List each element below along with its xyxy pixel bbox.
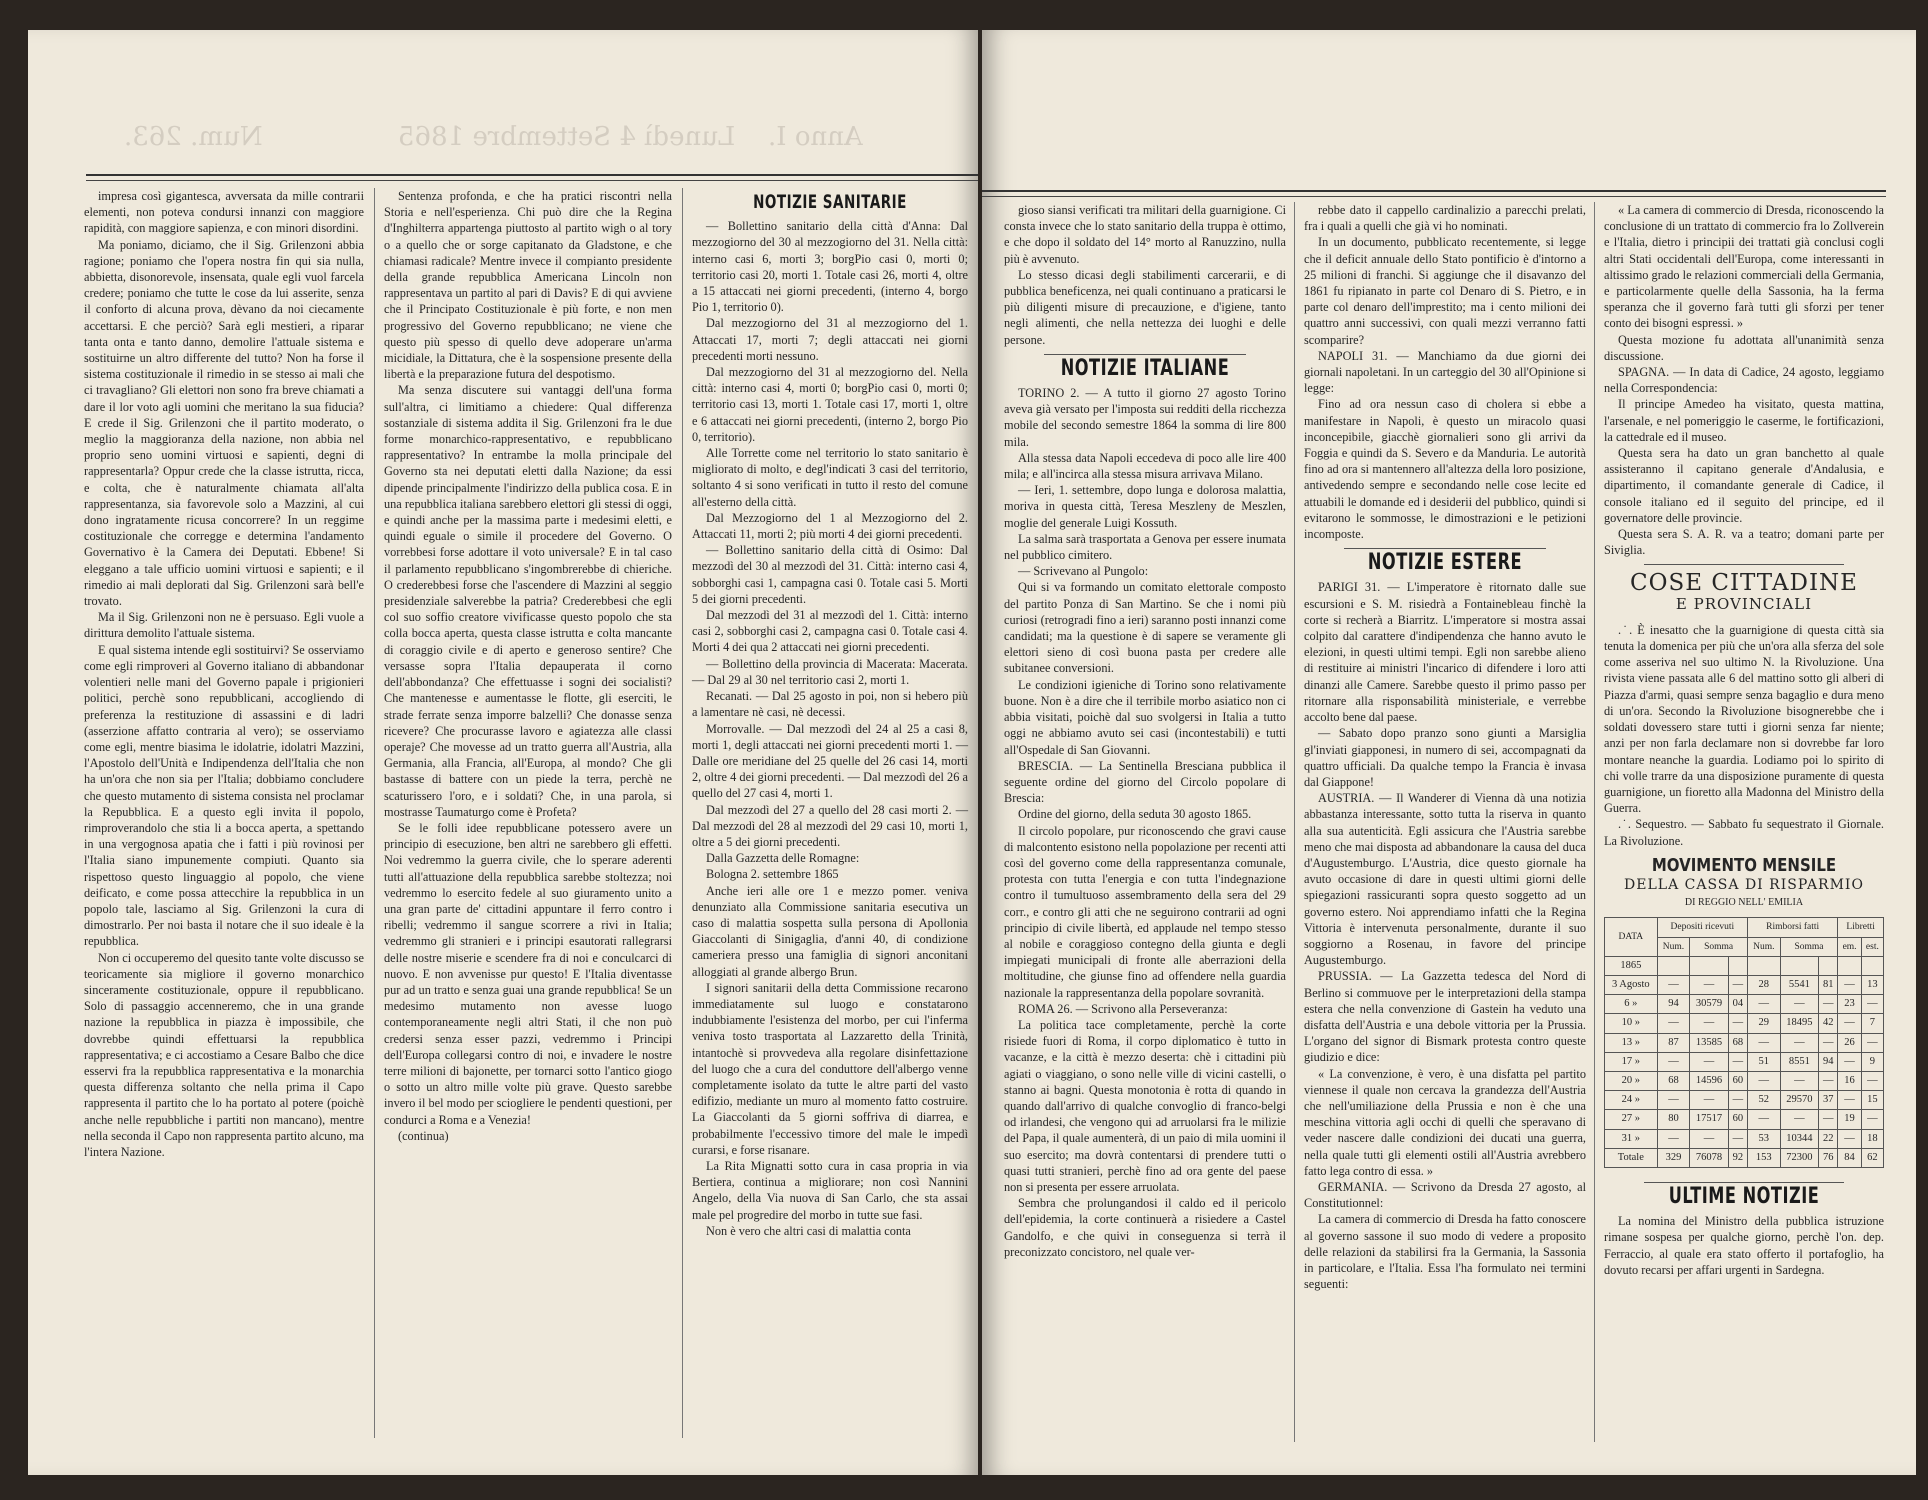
paragraph: Morrovalle. — Dal mezzodì del 24 al 25 a casi 8, morti 1, degli attaccati nei giorni precedenti morti 1. — Dalle ore meridiane del 25 quelle del 26 casi 14, morti 2, oltre 4 dei giorni precedenti. — Dal mezzodì del 26 a quello del 27 casi 4, morti 1. <box>692 721 968 801</box>
table-cell: 51 <box>1748 1052 1781 1071</box>
paragraph: Questa sera S. A. R. va a teatro; domani parte per Siviglia. <box>1604 527 1884 558</box>
paragraph: SPAGNA. — In data di Cadice, 24 agosto, leggiamo nella Correspondencia: <box>1604 365 1884 396</box>
paragraph: BRESCIA. — La Sentinella Bresciana pubblica il seguente ordine del giorno del Circolo popolare di Brescia: <box>1004 758 1286 806</box>
table-cell: — <box>1690 1052 1729 1071</box>
left-column-2 <box>384 188 672 1144</box>
table-cell: 24 » <box>1605 1091 1658 1110</box>
section-title-movimento: MOVIMENTO MENSILE <box>1651 853 1837 876</box>
table-cell: — <box>1728 1014 1747 1033</box>
paragraph: Non è vero che altri casi di malattia conta <box>706 1223 911 1238</box>
table-cell: 17 » <box>1605 1052 1658 1071</box>
table-cell: — <box>1728 1129 1747 1148</box>
left-column-3 <box>692 188 968 1239</box>
paragraph: Dal mezzogiorno del 31 al mezzogiorno del 1. Attaccati 17, morti 7; degli attaccati nei giorni precedenti morti nessuno. <box>692 316 968 363</box>
table-cell: 62 <box>1861 1148 1883 1167</box>
ghost-issue-number: Num. 263. <box>124 122 263 152</box>
paragraph: Ma senza discutere sui vantaggi dell'una forma sull'altra, ci limitiamo a chiedere: Qual differenza sostanziale di sistema addita il Sig. Grilenzoni fra le due forme monarchico-rappresentativo, e repubblicano rappresentativo? In entrambe la molla principale del Governo sta nei deputati eletti dalla Nazione; da essi dipende principalmente l'indirizzo della publica cosa. E in una repubblica italiana sarebbero elettori gli stessi di oggi, e quindi anche per la massima parte i medesimi eletti, e quindi eguale o simile il procedere del Governo. O vorrebbesi forse adottare il voto universale? E in tal caso il parlamento repubblicano s'ingombrerebbe di chieriche. O crederebbesi forse che l'ascendere di Mazzini al seggio presidenziale salverebbe la patria? Crederebbesi che egli col suo soffio creatore vivificasse questo popolo che sta colla bocca aperta, questa classe istrutta e colta mancante di coraggio civile e di aperto e generoso sentire? Che versasse sopra l'Italia depauperata il corno dell'abbondanza? Che effettuasse i sogni dei socialisti? Che mantenesse e aumentasse le flotte, gli eserciti, le strade ferrate senza imporre balzelli? Che donasse senza ricevere? Che procurasse lavoro e agiatezza alle classi operaje? Che movesse ad un tratto guerra all'Austria, alla Germania, alla Francia, all'Europa, al mondo? Che gli bastasse di battere con un piede la terra, perchè ne scaturissero l'oro, e i soldati? Che, in una parola, si mostrasse Taumaturgo come è Profeta? <box>384 383 672 819</box>
section-title-cose-cittadine: COSE CITTADINE <box>1630 570 1858 597</box>
table-cell: — <box>1728 1091 1747 1110</box>
table-cell: 94 <box>1819 1052 1838 1071</box>
table-row <box>1605 1091 1884 1110</box>
paragraph: Se le folli idee repubblicane potessero avere un principio di esecuzione, ben altri ne sarebbero gli effetti. Noi vedremmo la guerra civile, che lo sperare aderenti tutti all'attuazione della repubblica sarebbe stoltezza; noi vedremmo lo esercito fedele al suo giuramento unito a una gran parte de' cittadini appuntare il ferro contro i ribelli; vedremmo il sangue scorrere a rivi in Italia; vedremmo gli stranieri e i principi esautorati rallegrarsi delle nostre miserie e scendere fra di noi e conculcarci di nuovo. E non avvenisse pur questo! E l'Italia diventasse pur ad un tratto e senza guai una grande repubblica! Se un medesimo mutamento non avesse luogo contemporaneamente negli altri Stati, il che non può credersi senza esser pazzi, vedremmo i Principi dell'Europa collegarsi contro di noi, e invadere le nostre terre milioni di bajonette, per tornarci sotto l'antico giogo o sotto un altro mille volte più grave. Questo sarebbe invero il bel modo per sciogliere le pendenti questioni, per condurci a Roma e a Venezia! <box>384 820 672 1127</box>
table-cell: — <box>1819 1110 1838 1129</box>
paragraph: Dal mezzogiorno del 31 al mezzogiorno del. Nella città: interno casi 4, morti 0; borgPio casi 0, morti 0; territorio casi 13, morti 1. Totale casi 17, morti 1, oltre e 6 attaccati nei giorni precedenti, (interno 2, borgo Pio 0, territorio). <box>692 365 968 444</box>
paragraph: rebbe dato il cappello cardinalizio a parecchi prelati, fra i quali a quelli che già vi ho nominati. <box>1304 203 1586 234</box>
paragraph: — Scrivevano al Pungolo: <box>1018 564 1149 579</box>
table-cell: — <box>1748 1071 1781 1090</box>
paragraph: Il principe Amedeo ha visitato, questa mattina, l'arsenale, e nel pomeriggio le caserme, le fortificazioni, la cattedrale ed il museo. <box>1604 397 1884 444</box>
table-cell: 10 » <box>1605 1014 1658 1033</box>
table-year: 1865 <box>1605 956 1658 975</box>
table-cell: 72300 <box>1780 1148 1819 1167</box>
table-cell: 30579 <box>1690 995 1729 1014</box>
table-subheader-num: Num. <box>1657 937 1690 956</box>
paragraph: Questa sera ha dato un gran banchetto al quale assisteranno il capitano generale d'Andalusia, e dipartimento, il comandante generale di Cadice, il console italiano ed il seguito del principe, ed il governatore delle provincie. <box>1604 446 1884 525</box>
paragraph: Ordine del giorno, della seduta 30 agosto 1865. <box>1018 807 1252 822</box>
table-cell: 29 <box>1748 1014 1781 1033</box>
table-cell: 18495 <box>1780 1014 1819 1033</box>
table-cell: — <box>1690 975 1729 994</box>
paragraph: La camera di commercio di Dresda ha fatto conoscere al governo sassone il suo modo di vedere a proposito delle relazioni da stabilirsi fra la Germania, la Sassonia in particolare, e l'Italia. Essa l'ha formulato nei termini seguenti: <box>1304 1212 1586 1292</box>
paragraph: impresa così gigantesca, avversata da mille contrarii elementi, non poteva condursi innanzi con maggiore rapidità, con maggiore sapienza, e con minori disordini. <box>84 189 364 236</box>
paragraph: Le condizioni igieniche di Torino sono relativamente buone. Non è a dire che il terribile morbo asiatico non ci abbia visitati, poichè dal suo svolgersi in Italia a tutto oggi ne abbiamo avuto sei casi (incontestabili) e tutti all'Ospedale di San Giovanni. <box>1004 677 1286 757</box>
left-column-1 <box>84 188 364 1160</box>
table-cell: 42 <box>1819 1014 1838 1033</box>
table-row <box>1605 995 1884 1014</box>
newspaper-spread <box>28 30 1916 1475</box>
table-cell: — <box>1780 1110 1819 1129</box>
header-rule-thin <box>86 180 978 181</box>
paragraph: Recanati. — Dal 25 agosto in poi, non si hebero più a lamentare nè casi, nè decessi. <box>692 689 968 720</box>
table-cell: — <box>1780 995 1819 1014</box>
table-cell: 04 <box>1728 995 1747 1014</box>
right-column-3 <box>1604 202 1884 1278</box>
table-cell: 17517 <box>1690 1110 1729 1129</box>
paragraph: .˙. Sequestro. — Sabbato fu sequestrato il Giornale. La Rivoluzione. <box>1604 817 1884 848</box>
paragraph: Ma il Sig. Grilenzoni non ne è persuaso. Egli vuole a dirittura demolito l'attuale sistema. <box>84 610 364 641</box>
table-subheader-num: Num. <box>1748 937 1781 956</box>
table-cell: — <box>1780 1033 1819 1052</box>
table-cell: — <box>1657 1091 1690 1110</box>
table-row <box>1605 1014 1884 1033</box>
table-cell: 15 <box>1861 1091 1883 1110</box>
table-cell: — <box>1838 1091 1861 1110</box>
table-cell: 8551 <box>1780 1052 1819 1071</box>
table-row <box>1605 1071 1884 1090</box>
table-cell: — <box>1861 1033 1883 1052</box>
table-cell: 7 <box>1861 1014 1883 1033</box>
savings-bank-table <box>1604 917 1884 1168</box>
section-title-estere: NOTIZIE ESTERE <box>1367 549 1523 576</box>
table-cell: 76 <box>1819 1148 1838 1167</box>
paragraph: Dalla Gazzetta delle Romagne: <box>706 851 860 866</box>
table-cell: 94 <box>1657 995 1690 1014</box>
table-cell: — <box>1748 1033 1781 1052</box>
paragraph: PRUSSIA. — La Gazzetta tedesca del Nord di Berlino si commuove per le interpretazioni della stampa estera che nella convenzione di Gastein ha veduto una disfatta dell'Austria e una debole vittoria per la Prussia. L'organo del signor di Bismark protesta contro queste giudizio e dice: <box>1304 969 1586 1065</box>
table-subheader-sum: Somma <box>1690 937 1748 956</box>
table-cell: 26 <box>1838 1033 1861 1052</box>
table-cell: — <box>1690 1091 1729 1110</box>
ghost-date: Lunedì 4 Settembre 1865 <box>398 122 736 152</box>
table-total-row <box>1605 1148 1884 1167</box>
table-cell: 87 <box>1657 1033 1690 1052</box>
table-cell: 76078 <box>1690 1148 1729 1167</box>
table-cell: 3 Agosto <box>1605 975 1658 994</box>
paragraph: Lo stesso dicasi degli stabilimenti carcerarii, e di pubblica beneficenza, nei quali continuano a praticarsi le più diligenti misure di precauzione, e d'igiene, tanto negli alimenti, che nella nettezza dei luoghi e delle persone. <box>1004 267 1286 347</box>
table-row <box>1605 1129 1884 1148</box>
paragraph: La Rita Mignatti sotto cura in casa propria in via Bertiera, continua a migliorare; non così Nannini Angelo, della Via nuova di San Carlo, che sta assai male pel progredire del morbo in tutte sue fasi. <box>692 1158 968 1222</box>
paragraph: E qual sistema intende egli sostituirvi? Se osserviamo come egli rimproveri al Governo italiano di abbandonar volentieri nelle mani del Governo papale i prigionieri politici, perchè sono repubblicani, accogliendo di preferenza la restituzione di assassini e di ladri (asserzione affatto contraria al vero); se osserviamo come egli, mentre biasima le idolatrie, idolatri Mazzini, l'Apostolo dell'Unità e Indipendenza dell'Italia che non ha un'ora che non sia per l'Italia; dobbiamo concludere che questo mutamento di sistema consista nel proclamar la Repubblica. E a questo egli invita il popolo, rimproverandolo che stia li a bocca aperta, a spettando in una vergognosa apatia che i fatti i più rovinosi per l'Italia siano impunemente compiuti. Quanto sia rispettoso questo linguaggio al popolo, che viene deificato, e come possa attecchire la repubblica in un popolo tale, lasciamo al Sig. Grilenzoni la cura di dimostrarlo. Per noi basta il notare che il suo ideale è la repubblica. <box>84 642 364 949</box>
paragraph: — Ieri, 1. settembre, dopo lunga e dolorosa malattia, moriva in questa città, Teresa Meszleny de Meszlen, moglie del generale Luigi Kossuth. <box>1004 483 1286 530</box>
paragraph: GERMANIA. — Scrivono da Dresda 27 agosto, al Constitutionnel: <box>1304 1179 1586 1211</box>
left-page <box>28 30 978 1475</box>
column-divider <box>1294 202 1295 1442</box>
section-title-ultime: ULTIME NOTIZIE <box>1668 1183 1820 1210</box>
paragraph: — Bollettino della provincia di Macerata: Macerata. — Dal 29 al 30 nel territorio casi 2, morti 1. <box>692 656 968 687</box>
table-cell: 27 » <box>1605 1110 1658 1129</box>
table-cell: 84 <box>1838 1148 1861 1167</box>
paragraph: Fino ad ora nessun caso di cholera si ebbe a manifestare in Napoli, è questo un miracolo quasi inconcepibile, giacchè giornalieri sono gli arrivi da Foggia e quindi da S. Severo e da Manduria. Le autorità fino ad ora si mantennero all'altezza della loro posizione, antivedendo sempre e secondando nelle cose lecite ed attuabili le domande ed i desiderii del pubblico, quindi si evitarono le sommosse, le dimostrazioni e le petizioni incomposte. <box>1304 397 1586 542</box>
table-header-date: DATA <box>1605 918 1658 956</box>
table-cell: 60 <box>1728 1110 1747 1129</box>
table-cell: 20 » <box>1605 1071 1658 1090</box>
table-cell: — <box>1657 975 1690 994</box>
table-cell: — <box>1657 1052 1690 1071</box>
table-cell: 19 <box>1838 1110 1861 1129</box>
column-divider <box>374 188 375 1438</box>
table-cell: 68 <box>1728 1033 1747 1052</box>
section-subtitle-cassa: DELLA CASSA DI RISPARMIO <box>1624 876 1864 893</box>
table-cell: 37 <box>1819 1091 1838 1110</box>
column-divider <box>1594 202 1595 1442</box>
paragraph: Qui si va formando un comitato elettorale composto del partito Ponza di San Martino. Se che i nomi più curiosi (retrogradi fino a ieri) saranno posti innanzi come candidati; ma la questione è di sapere se veramente gli elettori sieno di così buona pasta per credere alle subitanee conversioni. <box>1004 580 1286 676</box>
table-row <box>1605 975 1884 994</box>
paragraph: I signori sanitarii della detta Commissione recarono immediatamente sul luogo e constatarono indubbiamente l'esistenza del morbo, per cui l'inferma veniva tosto trasportata al Lazzaretto della Trinità, intantochè si provvedeva alla regolare disinfettazione del luogo che a cura del conduttore dell'albergo venne completamente isolato da tutte le altre parti del vasto edifizio, mediante un muro al momento fatto costruire. La Giaccolanti da 5 giorni soffriva di diarrea, e probabilmente l'eccessivo timore del male le impedì curarsi, e forse risanare. <box>692 980 968 1157</box>
table-cell: — <box>1819 1033 1838 1052</box>
table-cell: 5541 <box>1780 975 1819 994</box>
table-cell: 53 <box>1748 1129 1781 1148</box>
right-column-2 <box>1304 202 1586 1292</box>
paragraph: ROMA 26. — Scrivono alla Perseveranza: <box>1018 1001 1228 1016</box>
right-page <box>982 30 1916 1475</box>
paragraph: Alle Torrette come nel territorio lo stato sanitario è migliorato di molto, e degl'indicati 3 casi del territorio, soltanto 4 si sono verificati in tutto il resto del comune all'esterno della città. <box>692 446 968 509</box>
paragraph: Dal mezzodì del 31 al mezzodì del 1. Città: interno casi 2, sobborghi casi 2, campagna casi 0. Totale casi 4. Morti 4 dei qua 2 attaccati nei giorni precedenti. <box>692 608 968 655</box>
table-cell: 23 <box>1838 995 1861 1014</box>
header-rule-thin <box>982 196 1886 197</box>
table-cell: — <box>1690 1014 1729 1033</box>
table-row <box>1605 1033 1884 1052</box>
paragraph: AUSTRIA. — Il Wanderer di Vienna dà una notizia abbastanza interessante, sotto tutta la riserva in quanto alla sua autenticità. Egli assicura che l'Austria sarebbe meno che mai disposta ad abbandonare la causa del duca d'Augustemburgo. L'Austria, dice questo giornale ha avuto occasione di dare in questi ultimi giorni delle spiegazioni rassicuranti sopra questo soggetto ad un governo estero. Noi apprendiamo infatti che la Regina Vittoria è intervenuta personalmente, durante il suo soggiorno a Rosenau, in favore del principe Augustemburgo. <box>1304 791 1586 968</box>
paragraph: Anche ieri alle ore 1 e mezzo pomer. veniva denunziato alla Commissione sanitaria esecutiva un caso di malattia sospetta sulla persona di Apollonia Giaccolanti di Sinigaglia, d'anni 40, di condizione cameriera presso una famiglia di signori anconitani alloggiati al grande albergo Brun. <box>692 883 968 979</box>
table-cell: 6 » <box>1605 995 1658 1014</box>
table-cell: 329 <box>1657 1148 1690 1167</box>
table-cell: 52 <box>1748 1091 1781 1110</box>
paragraph: TORINO 2. — A tutto il giorno 27 agosto Torino aveva già versato per l'imposta sui redditi della ricchezza mobile del secondo semestre 1864 la somma di lire 800 mila. <box>1004 386 1286 449</box>
table-cell: 22 <box>1819 1129 1838 1148</box>
table-cell: 16 <box>1838 1071 1861 1090</box>
paragraph: NAPOLI 31. — Manchiamo da due giorni dei giornali napoletani. In un carteggio del 30 all'Opinione si legge: <box>1304 348 1586 396</box>
table-cell: — <box>1748 995 1781 1014</box>
paragraph: (continua) <box>398 1128 449 1143</box>
paragraph: Il circolo popolare, pur riconoscendo che gravi cause di malcontento esistono nella popolazione per recenti atti così del governo come della rappresentanza comunale, protesta con tutta l'energia e con tutta l'indegnazione contro il tumultuoso assembramento della sera del 29 corr., e contro gli atti che ne seguirono contrarii ad ogni principio di civile libertà, ed applaude nel tempo stesso al nobile e coraggioso contegno della giunta e degli impiegati municipali di fronte alle aberrazioni della moltitudine, che giunse fino ad offendere nella guardia nazionale la rappresentanza della popolare sovranità. <box>1004 823 1286 1000</box>
paragraph: — Bollettino sanitario della città d'Anna: Dal mezzogiorno del 30 al mezzogiorno del 31. Nella città: interno casi 6, morti 3; borgPio casi 0, morti 0; territorio casi 20, morti 1. Totale casi 26, morti 4, oltre a 15 attaccati nei giorni precedenti, (interno 4, borgo Pio 1, territorio 0). <box>692 219 968 315</box>
table-cell: — <box>1657 1129 1690 1148</box>
table-cell: 60 <box>1728 1071 1747 1090</box>
paragraph: Sentenza profonda, e che ha pratici riscontri nella Storia e nell'esperienza. Chi può dire che la Regina d'Inghilterra appartenga piuttosto al partito wigh o al tory o a quello che or sorge capitanato da Gladstone, e che chiamasi radicale? Mentre invece il compianto presidente della grande repubblica Americana Lincoln non rappresentava un partito al pari di Davis? E di qui avviene che il Principato Costituzionale è più forte, e non men progressivo del Governo repubblicano; ne viene che questo più spesso di quello deve adoperare un'arma micidiale, la Dittatura, che è la sospensione presente della libertà e la preparazione futura del despotismo. <box>384 189 672 382</box>
table-row <box>1605 1052 1884 1071</box>
table-cell: 29570 <box>1780 1091 1819 1110</box>
section-title-sanitarie: NOTIZIE SANITARIE <box>753 190 907 214</box>
paragraph: Non ci occuperemo del quesito tante volte discusso se teoricamente sia migliore il governo monarchico sinceramente costituzionale, oppure il repubblicano. Solo di passaggio accenneremo, che in una grande nazione la repubblica in piazza è impossibile, che dovrebbe quindi effettuarsi la repubblica rappresentativa; e ci accostiamo a Cesare Balbo che dice esservi fra la repubblica rappresentativa e la monarchia questa differenza soltanto che nella prima il Capo rappresenta il partito che lo ha portato al potere (poichè anche nelle repubbliche i partiti non mancano), mentre nella seconda il Capo non rappresenta partito alcuno, ma l'intera Nazione. <box>84 950 364 1159</box>
table-subheader-sum: Somma <box>1780 937 1838 956</box>
table-cell: 13 <box>1861 975 1883 994</box>
paragraph: La nomina del Ministro della pubblica istruzione rimane sospesa per qualche giorno, perchè l'on. dep. Ferraccio, al quale era stato offerto il portafoglio, ha dovuto recarsi per affari urgenti in Sardegna. <box>1604 1214 1884 1277</box>
table-cell: 18 <box>1861 1129 1883 1148</box>
column-divider <box>682 188 683 1438</box>
table-cell: — <box>1728 975 1747 994</box>
paragraph: Bologna 2. settembre 1865 <box>706 867 839 882</box>
table-cell: 9 <box>1861 1052 1883 1071</box>
table-cell: 80 <box>1657 1110 1690 1129</box>
paragraph: La politica tace completamente, perchè la corte risiede fuori di Roma, il corpo diplomatico è tutto in vacanze, e la città è mezzo deserta: chè i cittadini più agiati o viaggiano, o sono nelle ville di vicini castelli, o stanno ai bagni. Questa monotonia è rotta di quando in quando dall'arrivo di qualche convoglio di franco-belgi od irlandesi, che vengono qui ad arruolarsi fra le milizie del Papa, il quale aumenterà, di un paio di mila uomini il suo esercito; ma dovrà contentarsi di prendere tutti o quasi tutti stranieri, perchè fino ad ora gente del paese non si presenta per essere arruolata. <box>1004 1017 1286 1194</box>
paragraph: gioso siansi verificati tra militari della guarnigione. Ci consta invece che lo stato sanitario della truppa è ottimo, e che dopo il soldato del 14° morto al Ranuzzino, nulla più è avvenuto. <box>1004 203 1286 266</box>
paragraph: — Bollettino sanitario della città di Osimo: Dal mezzodì del 30 al mezzodì del 31. Città: interno casi 4, sobborghi casi 1, campagna casi 0. Totale casi 5. Morti 5 dei giorni precedenti. <box>692 543 968 606</box>
table-cell: — <box>1748 1110 1781 1129</box>
table-cell: 14596 <box>1690 1071 1729 1090</box>
table-cell: — <box>1861 995 1883 1014</box>
paragraph: PARIGI 31. — L'imperatore è ritornato dalle sue escursioni e S. M. risiedrà a Fontainebleau finchè la corte si recherà a Biarritz. L'imperatore si mostra assai colpito dal carattere d'indipendenza che hanno avuto le elezioni, in questi ultimi tempi. Egli non sarebbe alieno di restituire ai ministri l'incarico di difendere i loro atti dinanzi alle Camere. Sarebbe questo il primo passo per ritornare alla risponsabilità ministeriale, e verrebbe accolto bene dal paese. <box>1304 580 1586 725</box>
section-title-italiane: NOTIZIE ITALIANE <box>1060 355 1230 382</box>
table-cell: 31 » <box>1605 1129 1658 1148</box>
section-subtitle-reggio: DI REGGIO NELL' EMILIA <box>1684 897 1804 909</box>
header-rule <box>982 190 1886 192</box>
table-cell: 10344 <box>1780 1129 1819 1148</box>
table-cell: — <box>1838 1052 1861 1071</box>
paragraph: La salma sarà trasportata a Genova per essere inumata nel pubblico cimitero. <box>1004 531 1286 563</box>
table-cell: 153 <box>1748 1148 1781 1167</box>
table-cell: — <box>1838 1129 1861 1148</box>
paragraph: « La camera di commercio di Dresda, riconoscendo la conclusione di un trattato di commercio fra lo Zollverein e l'Italia, dietro i principii dei trattati già conclusi cogli altri Stati occidentali dell'Europa, come interessanti in altissimo grado le relazioni commerciali della Germania, e particolarmente quelle della Sassonia, ha la ferma speranza che il governo farà tutti gli sforzi per tener conto dei bisogni espressi. » <box>1604 203 1884 331</box>
table-cell: — <box>1728 1052 1747 1071</box>
table-cell: — <box>1690 1129 1729 1148</box>
paragraph: Dal mezzodì del 27 a quello del 28 casi morti 2. — Dal mezzodì del 28 al mezzodì del 29 casi 10, morti 1, oltre a 5 dei giorni precedenti. <box>692 802 968 849</box>
table-cell: 68 <box>1657 1071 1690 1090</box>
table-cell: Totale <box>1605 1148 1658 1167</box>
right-column-1 <box>1004 202 1286 1260</box>
table-cell: — <box>1838 1014 1861 1033</box>
table-cell: — <box>1861 1110 1883 1129</box>
table-cell: — <box>1780 1071 1819 1090</box>
table-header-deposits: Depositi ricevuti <box>1657 918 1747 937</box>
table-row <box>1605 1110 1884 1129</box>
paragraph: Dal Mezzogiorno del 1 al Mezzogiorno del 2. Attaccati 11, morti 2; più morti 4 dei giorni precedenti. <box>692 510 968 542</box>
paragraph: In un documento, pubblicato recentemente, si legge che il deficit annuale dello Stato pontificio è d'intorno a 25 milioni di franchi. Si aggiunge che il disavanzo del 1861 fu ripianato in parte col Denaro di S. Pietro, e in parte col denaro dell'imprestito; ma i cento milioni dei quattro anni successivi, con quali mezzi verranno fatti scomparire? <box>1304 235 1586 347</box>
table-cell: — <box>1657 1014 1690 1033</box>
table-cell: — <box>1819 1071 1838 1090</box>
header-rule <box>86 174 978 176</box>
table-header-booklets: Libretti <box>1838 918 1884 937</box>
table-cell: 13 » <box>1605 1033 1658 1052</box>
paragraph: Sembra che prolungandosi il caldo ed il pericolo dell'epidemia, la corte continuerà a risiedere a Castel Gandolfo, e che quivi in conseguenza si terrà il preconizzato concistoro, nel quale ver- <box>1004 1196 1286 1259</box>
paragraph: « La convenzione, è vero, è una disfatta pel partito viennese il quale non cercava la grandezza dell'Austria che nell'umiliazione della Prussia e non è che una meschina vittoria agli occhi di quelli che speravano di veder nascere dalle condizioni dei ducati una guerra, nella quale tutti gli elementi ostili all'Austria avrebbero fatto lega contro di essa. » <box>1304 1066 1586 1178</box>
table-cell: 13585 <box>1690 1033 1729 1052</box>
paragraph: Alla stessa data Napoli eccedeva di poco alle lire 400 mila; e all'incirca alla stessa misura arrivava Milano. <box>1004 450 1286 482</box>
table-cell: 28 <box>1748 975 1781 994</box>
paragraph: Questa mozione fu adottata all'unanimità senza discussione. <box>1604 332 1884 363</box>
paragraph: .˙. È inesatto che la guarnigione di questa città sia tenuta la domenica per più che un'ora alla sferza del sole come asseriva nel suo ultimo N. la Rivoluzione. Una rivista viene passata alle 6 del mattino sotto gli alberi di Piazza d'armi, quasi sempre senza bagaglio e dura meno di un'ora. Secondo la Rivoluzione bisognerebbe che i soldati dovessero stare tutti i giorni senza far niente; anzi per non farla declamare non si dovrebbe far loro montare neanche la guardia. Lodiamo poi lo spirito di chi volle trarre da una disposizione puramente di questa guarnigione, un fioretto alla Madonna del Ministro della Guerra. <box>1604 622 1884 816</box>
paragraph: Ma poniamo, diciamo, che il Sig. Grilenzoni abbia ragione; poniamo che l'opera nostra fin qui sia nulla, abbietta, disonorevole, insensata, quale egli vuol farcela credere; poniamo che tutte le cose da lui asserite, senza il conforto di alcuna prova, dèvano da noi ciecamente accettarsi. E che perciò? Sarà egli mestieri, a riparar tanta onta e tanto danno, demolire l'attuale sistema e sostituirne un altro differente del tutto? Non ha forse il sistema costituzionale il rimedio in se stesso ai mali che ci travagliano? Gli elettori non sono fra breve chiamati a dare il lor voto agli uomini che meritano la sua fiducia? E crede il Sig. Grilenzoni che il partito moderato, o meglio la maggioranza della nazione, non abbia nel proprio seno uomini virtuosi e sapienti, degni di rappresentarla? Oppur crede che la classe istrutta, ricca, e colta, che è naturalmente chiamata all'alta rappresentanza, sia favorevole solo a Mazzini, al cui dono ingratamente ricusa concorrere? In un reggime costituzionale che corregge e determina l'andamento Governativo è la Camera dei Deputati. Ebbene! Si eleggano a tale ufficio uomini virtuosi e sapienti; e il rimedio ai mali deplorati dal Sig. Grilenzoni sarà bell'e trovato. <box>84 237 364 609</box>
table-header-refunds: Rimborsi fatti <box>1748 918 1838 937</box>
table-cell: 81 <box>1819 975 1838 994</box>
table-cell: — <box>1838 975 1861 994</box>
table-cell: — <box>1861 1071 1883 1090</box>
paragraph: — Sabato dopo pranzo sono giunti a Marsiglia gl'inviati giapponesi, in numero di sei, accompagnati da quattro ufficiali. Da qualche tempo la Francia è invasa dal Giappone! <box>1304 726 1586 789</box>
table-subheader-issued: em. <box>1838 937 1861 956</box>
section-divider <box>1644 564 1844 565</box>
ghost-year: Anno I. <box>768 122 863 152</box>
table-cell: — <box>1819 995 1838 1014</box>
table-cell: 92 <box>1728 1148 1747 1167</box>
table-subheader-extinct: est. <box>1861 937 1883 956</box>
section-subtitle-provinciali: E PROVINCIALI <box>1675 594 1813 613</box>
